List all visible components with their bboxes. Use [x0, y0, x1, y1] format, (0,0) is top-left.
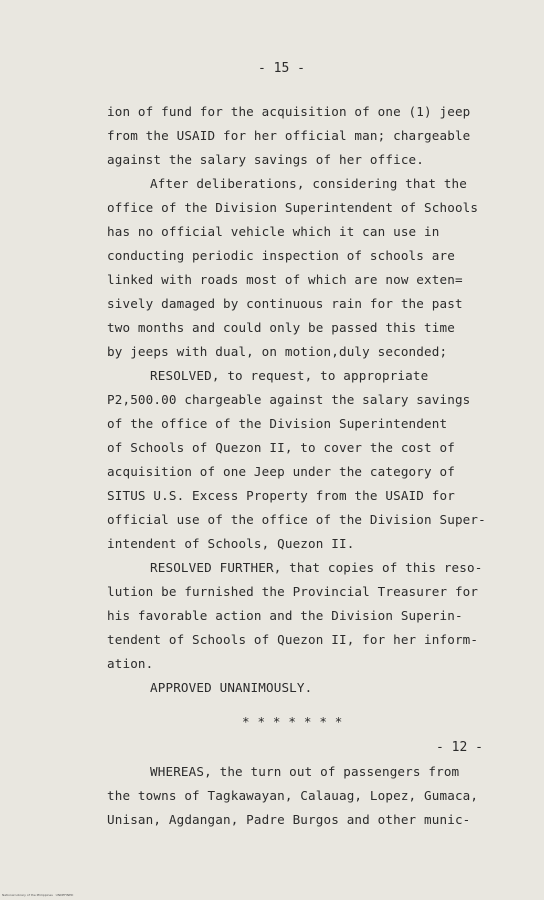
text-line: tendent of Schools of Quezon II, for her inform- — [107, 632, 479, 647]
text-line: RESOLVED, to request, to appropriate — [150, 368, 429, 383]
text-line: office of the Division Superintendent of Schools — [107, 200, 479, 215]
text-line: conducting periodic inspection of schools are — [107, 248, 455, 263]
text-line: has no official vehicle which it can use in — [107, 224, 440, 239]
page-number-top: - 15 - — [258, 61, 305, 76]
separator-stars: * * * * * * * — [242, 714, 343, 729]
text-line: acquisition of one Jeep under the category of — [107, 464, 455, 479]
text-line: P2,500.00 chargeable against the salary savings — [107, 392, 471, 407]
text-line: of Schools of Quezon II, to cover the cost of — [107, 440, 455, 455]
page-number-mid: - 12 - — [436, 740, 483, 755]
text-line: from the USAID for her official man; chargeable — [107, 128, 471, 143]
text-line: linked with roads most of which are now exten= — [107, 272, 463, 287]
text-line: official use of the office of the Division Super- — [107, 512, 486, 527]
text-line: by jeeps with dual, on motion,duly seconded; — [107, 344, 448, 359]
approved-line: APPROVED UNANIMOUSLY. — [150, 680, 313, 695]
footer-watermark: National Library of the Philippines UNDEFINED — [2, 893, 74, 897]
text-line: SITUS U.S. Excess Property from the USAID for — [107, 488, 455, 503]
text-line: ation. — [107, 656, 154, 671]
text-line: Unisan, Agdangan, Padre Burgos and other munic- — [107, 812, 471, 827]
text-line: against the salary savings of her office. — [107, 152, 425, 167]
text-line: two months and could only be passed this time — [107, 320, 455, 335]
text-line: After deliberations, considering that the — [150, 176, 468, 191]
text-line: his favorable action and the Division Superin- — [107, 608, 463, 623]
text-line: of the office of the Division Superintendent — [107, 416, 448, 431]
text-line: the towns of Tagkawayan, Calauag, Lopez, Gumaca, — [107, 788, 479, 803]
text-line: lution be furnished the Provincial Treasurer for — [107, 584, 479, 599]
text-line: sively damaged by continuous rain for the past — [107, 296, 463, 311]
text-line: intendent of Schools, Quezon II. — [107, 536, 355, 551]
text-line: WHEREAS, the turn out of passengers from — [150, 764, 460, 779]
text-line: ion of fund for the acquisition of one (1) jeep — [107, 104, 471, 119]
text-line: RESOLVED FURTHER, that copies of this reso- — [150, 560, 483, 575]
